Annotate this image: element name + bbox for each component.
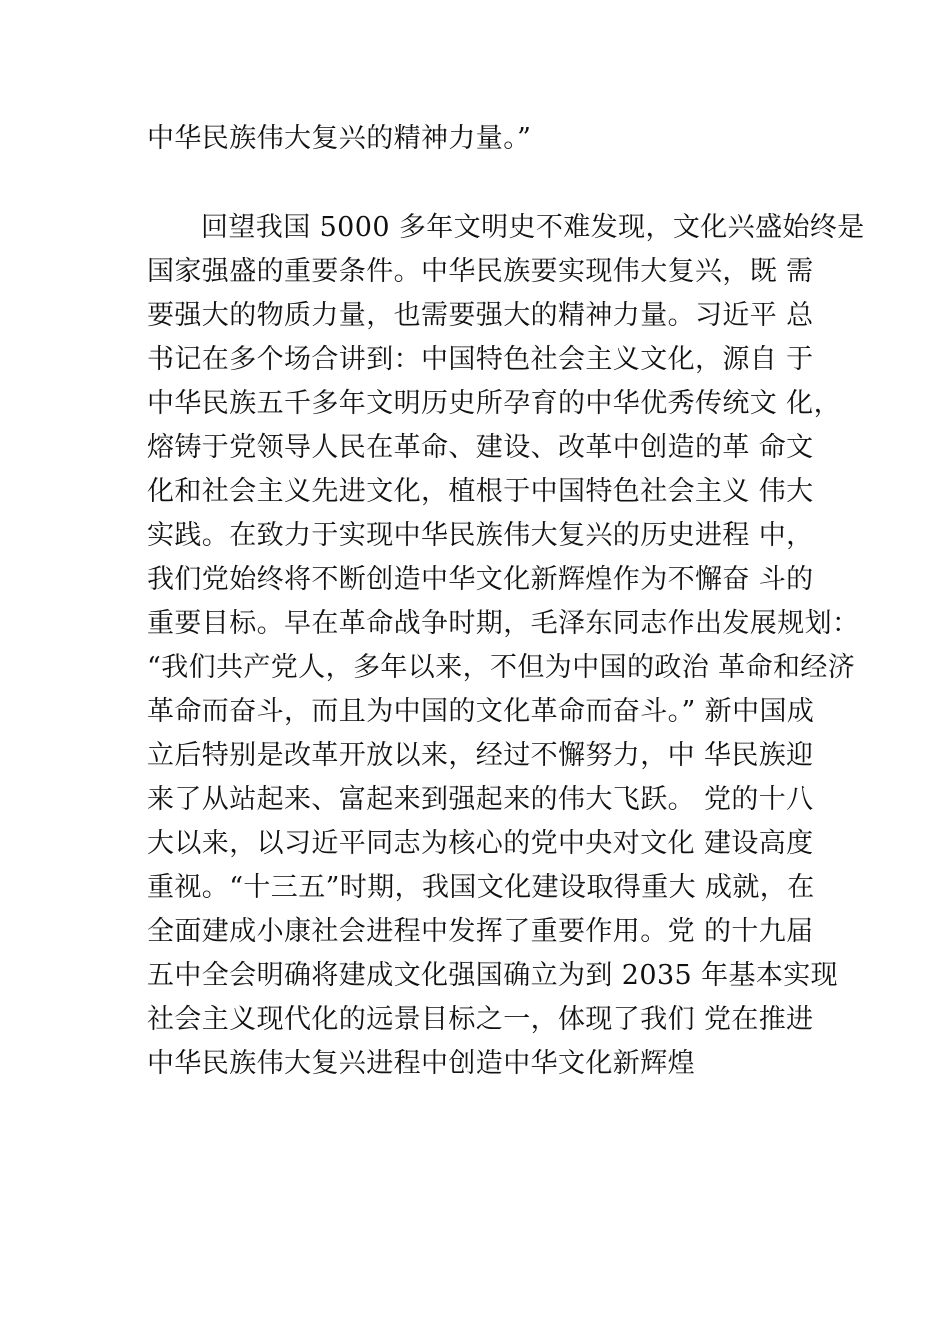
- text-line-7: 熔铸于党领导人民在革命、建设、改革中创造的革 命文: [147, 432, 814, 463]
- text-line-12: “我们共产党人，多年以来，不但为中国的政治 革命和经济: [147, 652, 856, 683]
- text-line-9: 实践。在致力于实现中华民族伟大复兴的历史进程 中，: [147, 520, 814, 551]
- text-line-15: 来了从站起来、富起来到强起来的伟大飞跃。 党的十八: [147, 784, 814, 815]
- text-line-6: 中华民族五千多年文明历史所孕育的中华优秀传统文 化，: [147, 388, 841, 419]
- text-line-10: 我们党始终将不断创造中华文化新辉煌作为不懈奋 斗的: [147, 564, 814, 595]
- text-line-1: 中华民族伟大复兴的精神力量。”: [147, 123, 532, 154]
- text-line-3: 国家强盛的重要条件。中华民族要实现伟大复兴，既 需: [147, 256, 814, 287]
- text-line-5: 书记在多个场合讲到：中国特色社会主义文化，源自 于: [147, 344, 814, 375]
- text-line-14: 立后特别是改革开放以来，经过不懈努力，中 华民族迎: [147, 740, 814, 771]
- text-line-21: 中华民族伟大复兴进程中创造中华文化新辉煌: [147, 1048, 695, 1079]
- text-line-17: 重视。“十三五”时期，我国文化建设取得重大 成就，在: [147, 872, 815, 903]
- text-line-18: 全面建成小康社会进程中发挥了重要作用。党 的十九届: [147, 916, 814, 947]
- text-line-4: 要强大的物质力量，也需要强大的精神力量。习近平 总: [147, 300, 814, 331]
- text-line-16: 大以来，以习近平同志为核心的党中央对文化 建设高度: [147, 828, 814, 859]
- text-line-8: 化和社会主义先进文化，植根于中国特色社会主义 伟大: [147, 476, 814, 507]
- text-line-11: 重要目标。早在革命战争时期，毛泽东同志作出发展规划：: [147, 608, 860, 639]
- text-line-13: 革命而奋斗，而且为中国的文化革命而奋斗。” 新中国成: [147, 696, 815, 727]
- text-line-19: 五中全会明确将建成文化强国确立为到 2035 年基本实现: [147, 960, 839, 991]
- paragraph-first-line: 回望我国 5000 多年文明史不难发现，文化兴盛始终是: [201, 212, 865, 243]
- text-line-20: 社会主义现代化的远景目标之一，体现了我们 党在推进: [147, 1004, 814, 1035]
